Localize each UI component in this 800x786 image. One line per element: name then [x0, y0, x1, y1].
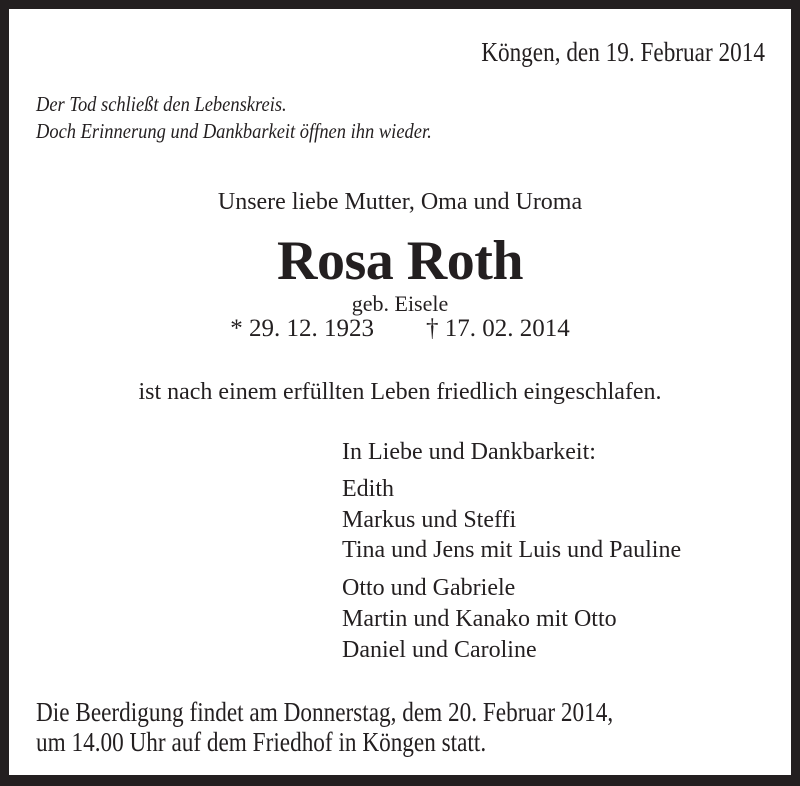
maiden-name: geb. Eisele [351, 291, 449, 316]
funeral-line-2: um 14.00 Uhr auf dem Friedhof in Köngen statt. [36, 727, 487, 757]
life-dates [9, 315, 791, 343]
mourner: Edith [342, 476, 394, 502]
passed-text: ist nach einem erfüllten Leben friedlich eingeschlafen. [138, 379, 662, 405]
motto-line-1: Der Tod schließt den Lebenskreis. [36, 92, 287, 116]
motto-line-2: Doch Erinnerung und Dankbarkeit öffnen ihn wieder. [36, 119, 432, 143]
obituary-card [9, 9, 791, 775]
funeral-line-1: Die Beerdigung findet am Donnerstag, dem 20. Februar 2014, [36, 697, 614, 727]
mourner: Otto und Gabriele [342, 575, 516, 601]
mourner: Tina und Jens mit Luis und Pauline [342, 537, 682, 563]
place-date: Köngen, den 19. Februar 2014 [481, 37, 765, 67]
deceased-name: Rosa Roth [277, 230, 523, 292]
death-date: † 17. 02. 2014 [426, 315, 570, 342]
mourner: Markus und Steffi [342, 507, 517, 533]
mourner: Daniel und Caroline [342, 637, 537, 663]
intro-text: Unsere liebe Mutter, Oma und Uroma [217, 189, 583, 215]
birth-date: * 29. 12. 1923 [230, 315, 374, 342]
mourners-heading: In Liebe und Dankbarkeit: [342, 439, 596, 465]
mourner: Martin und Kanako mit Otto [342, 606, 617, 632]
